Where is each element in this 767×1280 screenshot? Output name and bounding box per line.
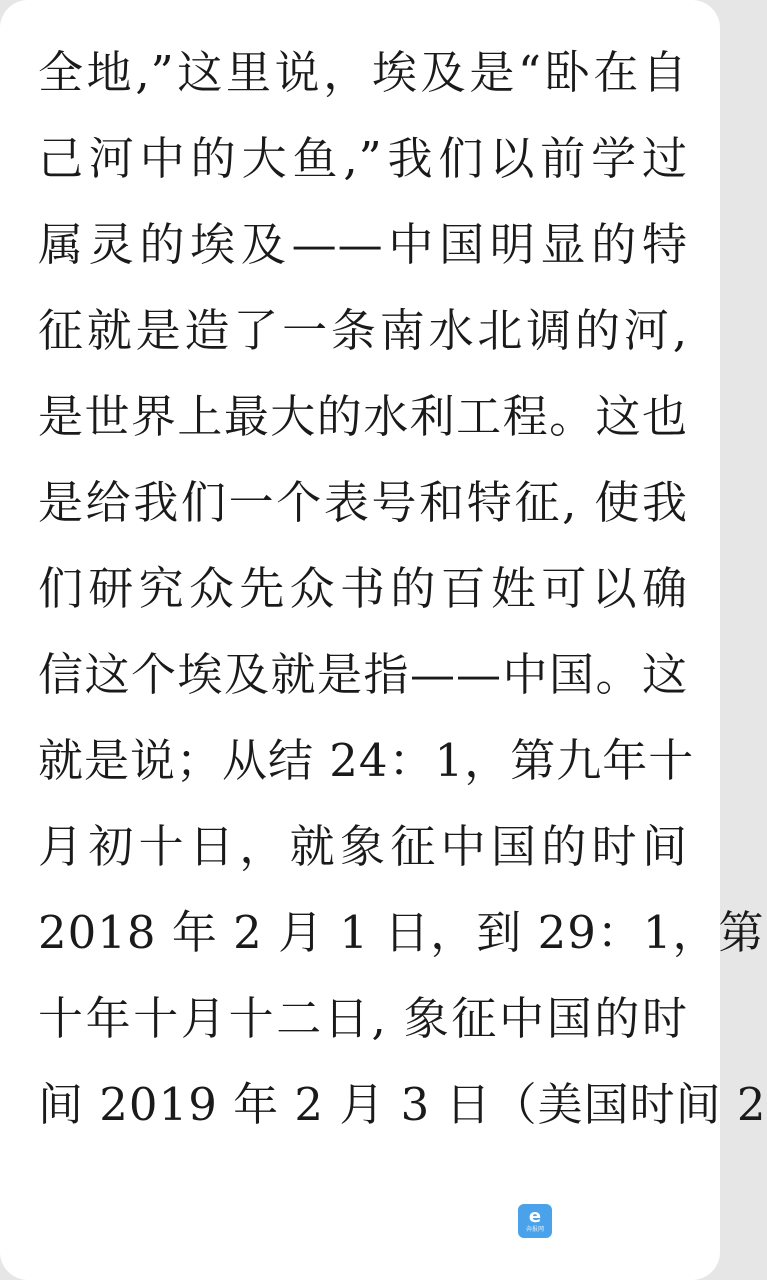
text-line: 十年十月十二日, 象征中国的时: [38, 992, 688, 1045]
text-line: 就是说；从结 24：1，第九年十: [38, 734, 695, 787]
text-line: 是给我们一个表号和特征, 使我: [38, 476, 688, 529]
text-line: 2018 年 2 月 1 日，到 29：1，第: [38, 906, 765, 959]
text-line: 间 2019 年 2 月 3 日（美国时间 2: [38, 1078, 767, 1131]
text-line: 信这个埃及就是指——中国。这: [38, 648, 688, 701]
text-line: 属灵的埃及——中国明显的特: [38, 218, 688, 271]
text-line: 全地,”这里说，埃及是“卧在自: [38, 46, 688, 99]
text-line: 月初十日，就象征中国的时间: [38, 820, 688, 873]
text-line: 们研究众先众书的百姓可以确: [38, 562, 688, 615]
text-block: [38, 30, 767, 1148]
logo-glyph: e: [528, 1206, 542, 1227]
logo-label: 奔报网: [525, 1226, 544, 1233]
text-line: 征就是造了一条南水北调的河,: [38, 304, 688, 357]
text-line: 是世界上最大的水利工程。这也: [38, 390, 688, 443]
app-logo-icon: [518, 1204, 552, 1238]
text-line: 己河中的大鱼,”我们以前学过: [38, 132, 688, 185]
